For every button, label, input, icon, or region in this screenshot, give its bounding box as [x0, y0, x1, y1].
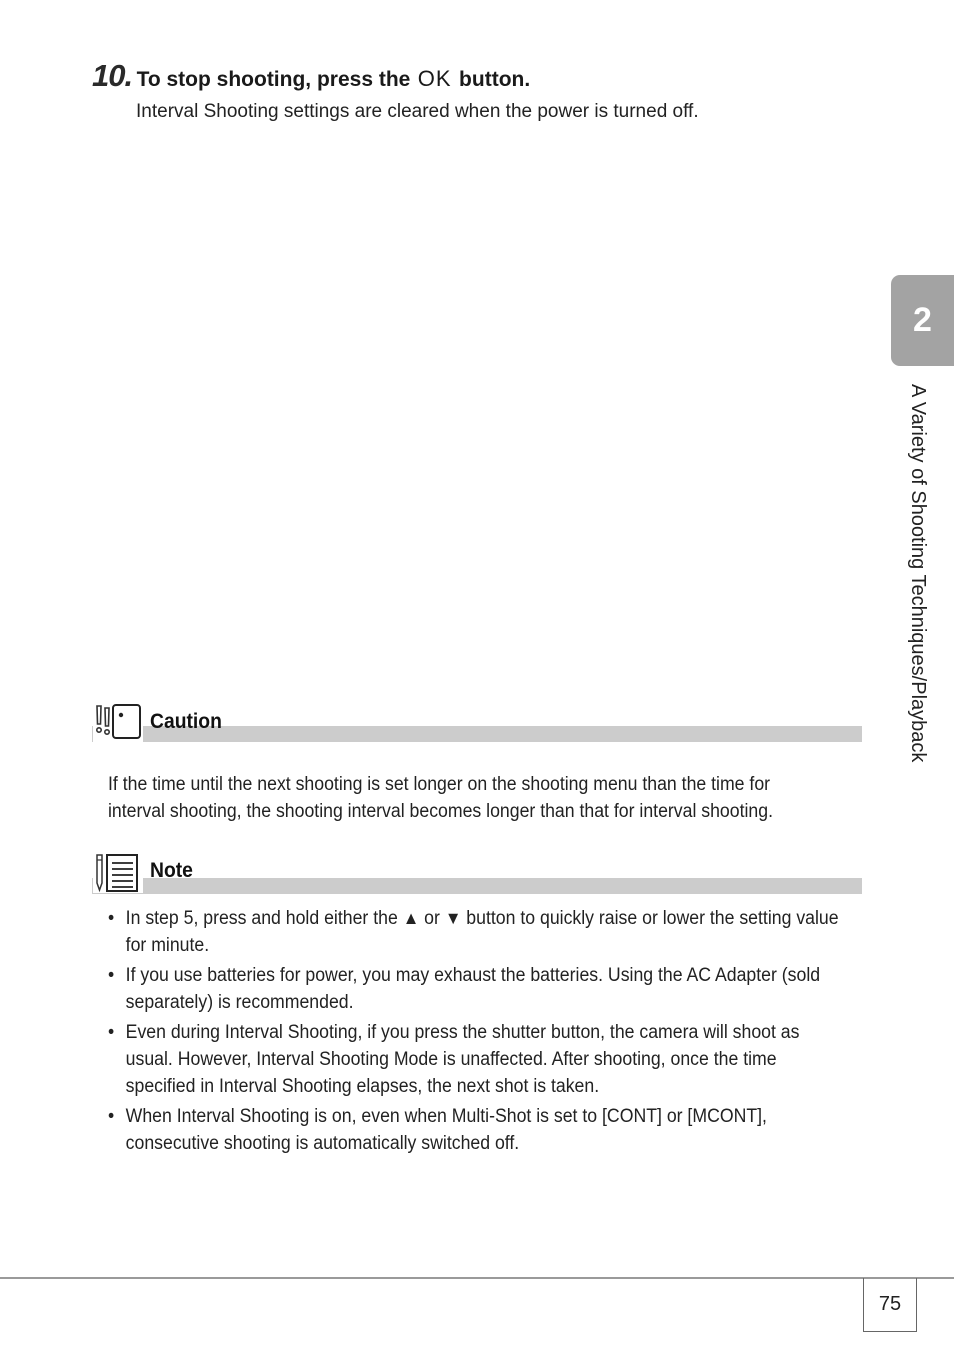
step-number: 10. — [92, 58, 133, 93]
bullet: • — [108, 908, 115, 929]
up-arrow-icon: ▲ — [402, 908, 420, 928]
caution-text: If the time until the next shooting is set longer on the shooting menu than the time for interval shooting, the shooting interval becomes longer than that for interval shooting. — [108, 774, 773, 822]
list-item — [108, 905, 843, 959]
note-heading-bar — [92, 878, 862, 894]
list-item — [108, 1019, 843, 1100]
step-description: Interval Shooting settings are cleared when the power is turned off. — [136, 101, 699, 122]
note-text-part: or — [424, 908, 440, 929]
chapter-number: 2 — [913, 301, 932, 339]
page-number: 75 — [878, 1293, 902, 1315]
note-list — [108, 905, 898, 1160]
caution-icon — [93, 702, 143, 747]
caution-heading: Caution — [150, 710, 222, 733]
bullet: • — [108, 1106, 115, 1127]
bullet: • — [108, 965, 115, 986]
ok-button-label: OK — [417, 66, 452, 91]
note-text: Even during Interval Shooting, if you press the shutter button, the camera will shoot as usual. However, Interval Shooting Mode is unaffected. After shooting, once the time specified in Interval Shooting elapses, the next shot is taken. — [125, 1022, 800, 1097]
note-text-part: button to quickly raise or lower the setting value for minute. — [125, 908, 839, 956]
note-text: When Interval Shooting is on, even when Multi-Shot is set to [CONT] or [MCONT], consecutive shooting is automatically switched off. — [125, 1106, 767, 1154]
list-item — [108, 962, 843, 1016]
footer-rule — [0, 1277, 954, 1279]
step-heading — [92, 58, 852, 94]
down-arrow-icon: ▼ — [444, 908, 462, 928]
note-text-part: In step 5, press and hold either the — [125, 908, 398, 929]
note-heading: Note — [150, 859, 193, 882]
note-text: If you use batteries for power, you may exhaust the batteries. Using the AC Adapter (sold separately) is recommended. — [125, 965, 821, 1013]
chapter-title: A Variety of Shooting Techniques/Playback — [907, 384, 929, 763]
step-title-before: To stop shooting, press the — [136, 68, 411, 91]
note-icon — [93, 853, 143, 898]
bullet: • — [108, 1022, 115, 1043]
page-number-box — [863, 1278, 917, 1332]
step-title-after: button. — [459, 68, 531, 91]
chapter-tab — [891, 275, 954, 366]
list-item — [108, 1103, 843, 1157]
